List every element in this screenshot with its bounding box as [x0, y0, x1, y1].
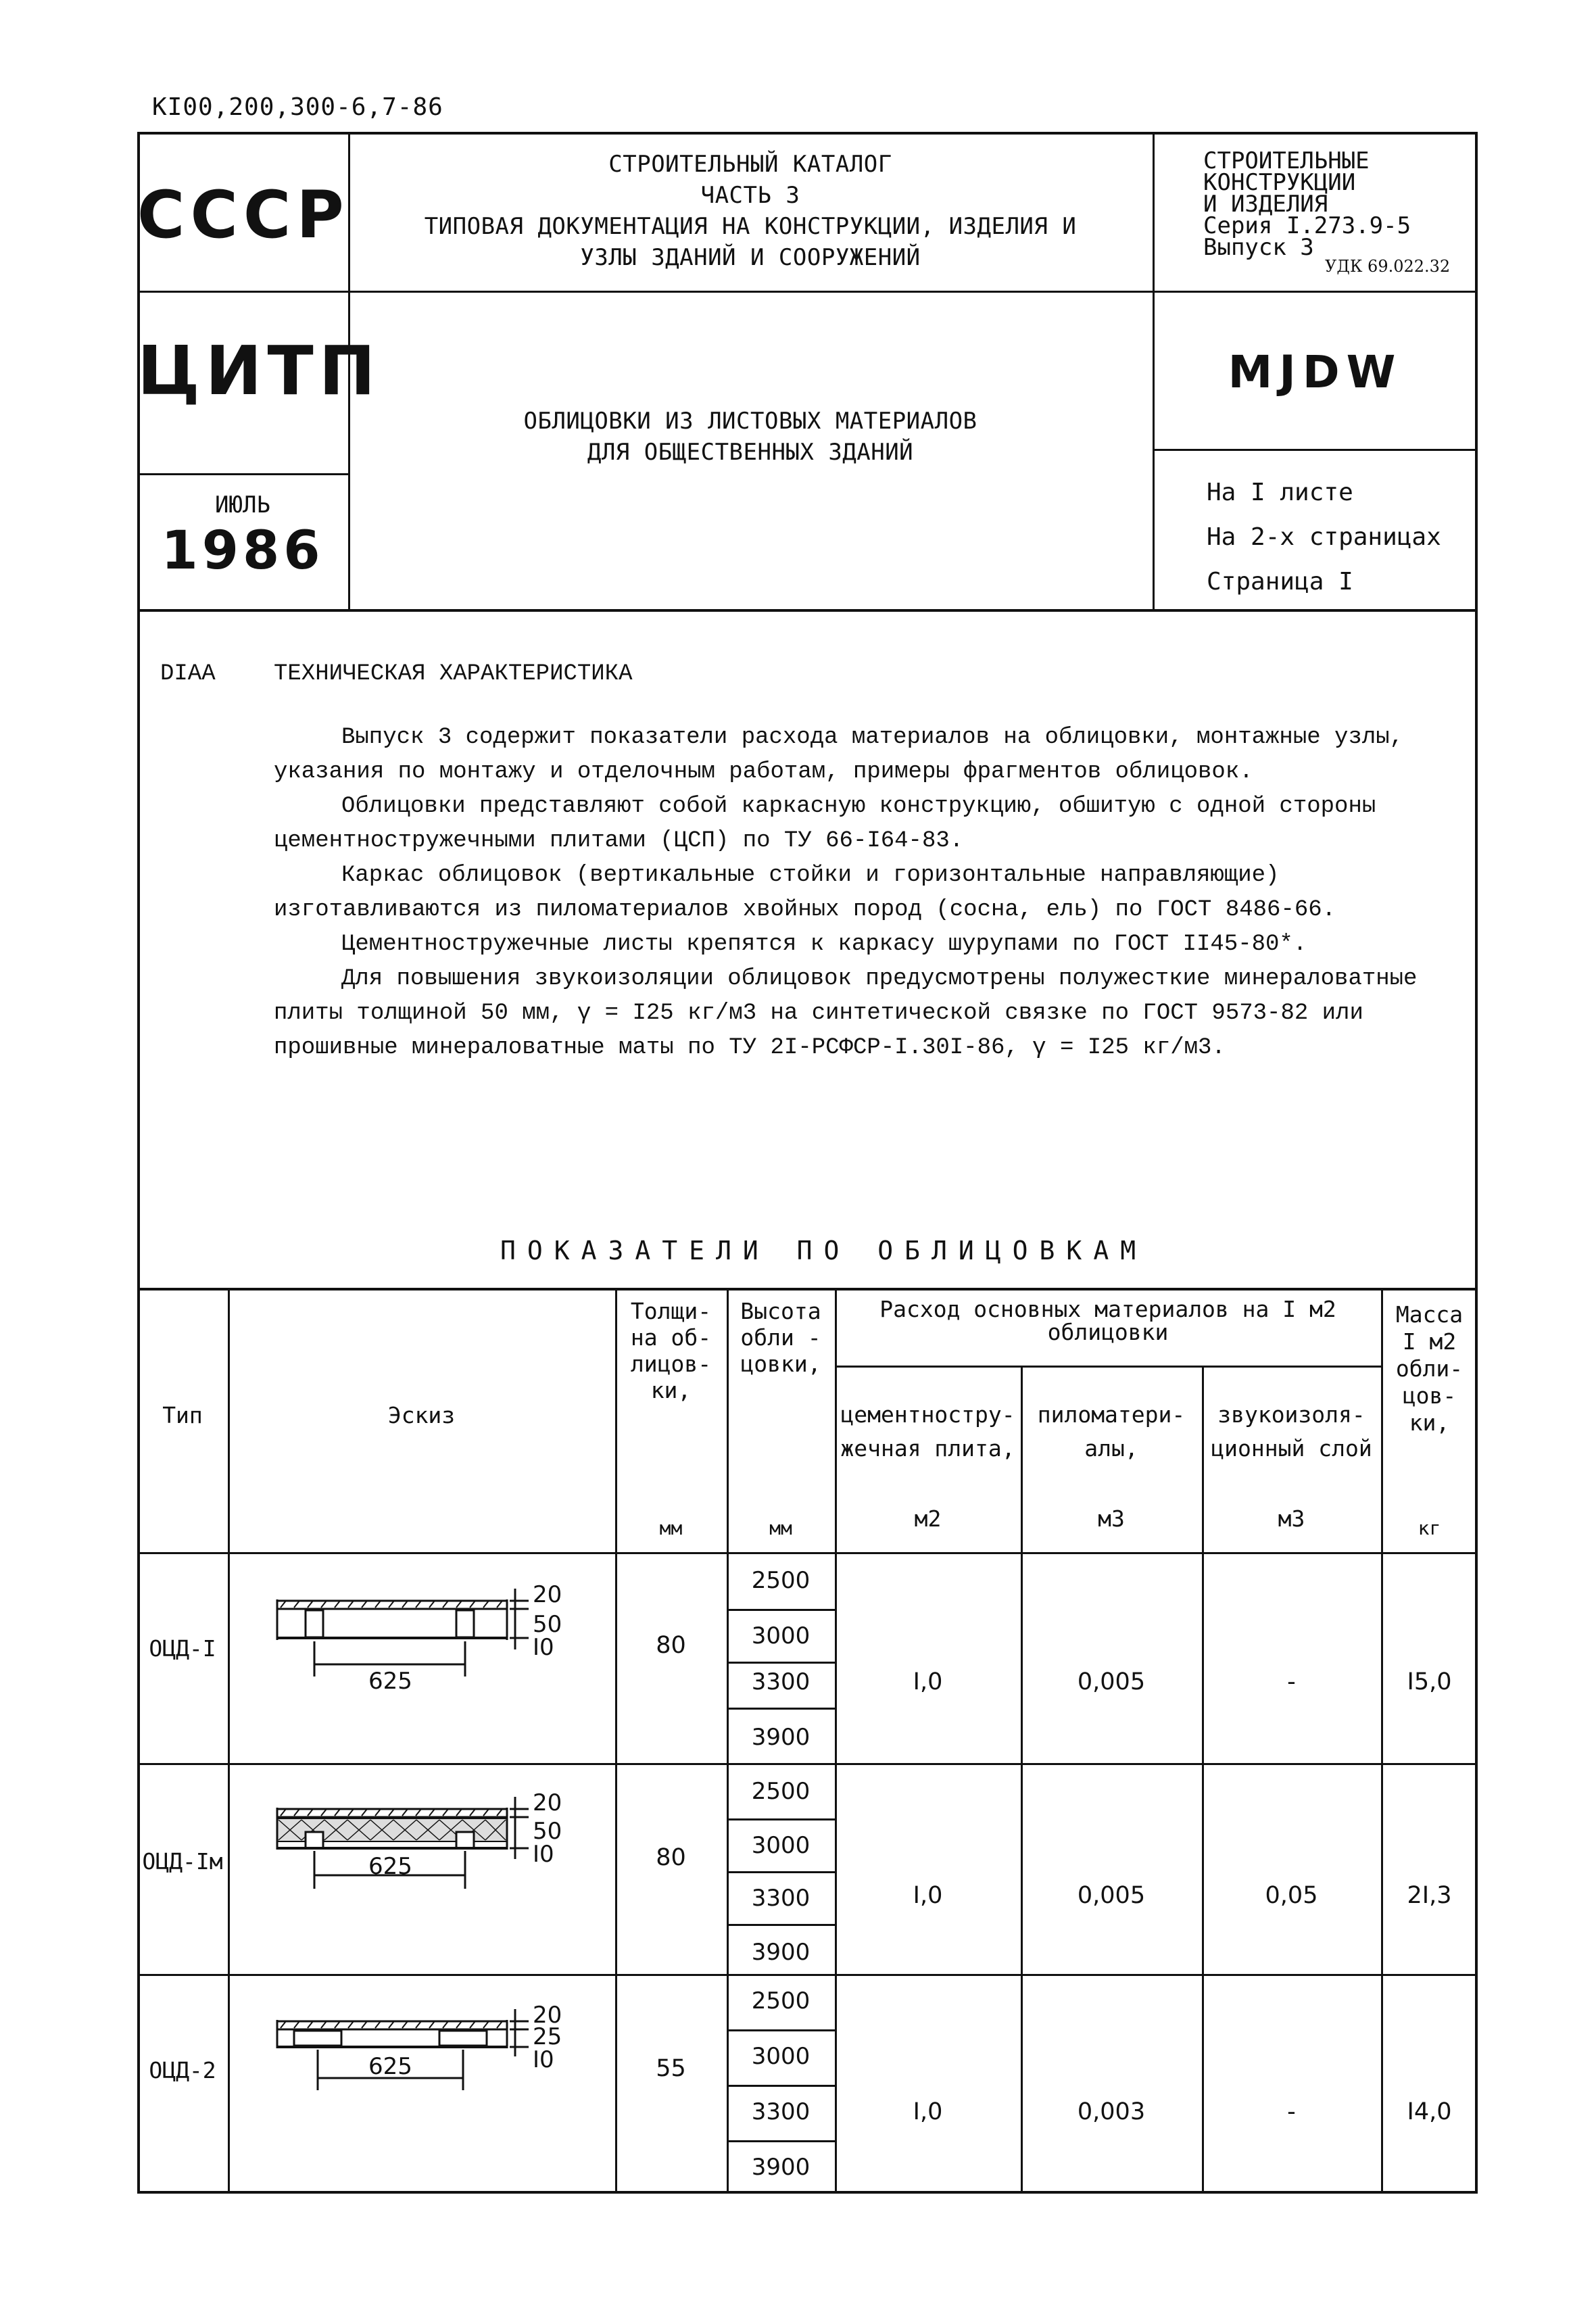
- sketch-dim: 25: [533, 2023, 562, 2050]
- header-line: звукоизоля-: [1217, 1401, 1365, 1428]
- header-insulation-unit: м3: [1278, 1505, 1305, 1532]
- series-line: КОНСТРУКЦИИ: [1203, 169, 1356, 196]
- header-line: обли -: [740, 1324, 821, 1351]
- row-thickness: 80: [656, 1844, 686, 1871]
- header-row-divider: [137, 291, 1478, 293]
- row-line: [137, 1974, 1478, 1976]
- header-line: I м2: [1402, 1328, 1457, 1355]
- col-line: [1021, 1366, 1023, 2194]
- row-insulation: -: [1287, 1668, 1296, 1695]
- code-divider: [1153, 449, 1478, 451]
- row-height: 3300: [751, 1668, 811, 1695]
- header-height: [727, 1298, 835, 1377]
- series-block: [1203, 147, 1474, 261]
- row-thickness: 55: [656, 2055, 686, 2082]
- row-mass: I4,0: [1407, 2098, 1452, 2125]
- paragraph: Каркас облицовок (вертикальные стойки и горизонтальные направляющие) изготавливаются из пиломатериалов хвойных пород (сосна, ель) по ГОСТ 8486-66.: [274, 863, 1336, 923]
- sheet-info-line: Страница I: [1207, 568, 1353, 596]
- height-line: [727, 1708, 835, 1710]
- row-csp: I,0: [913, 1668, 943, 1695]
- udk-code: УДК 69.022.32: [1325, 257, 1451, 276]
- table-title: ПОКАЗАТЕЛИ ПО ОБЛИЦОВКАМ: [500, 1236, 1148, 1265]
- header-line: ционный слой: [1211, 1435, 1372, 1462]
- height-line: [727, 1662, 835, 1664]
- page-border-left: [137, 612, 140, 1288]
- row-height: 3000: [751, 1832, 811, 1859]
- paragraph: Облицовки представляют собой каркасную конструкцию, обшитую с одной стороны цементностружечными плитами (ЦСП) по ТУ 66-I64-83.: [274, 794, 1376, 854]
- paragraph: Выпуск 3 содержит показатели расхода материалов на облицовки, монтажные узлы, указания по монтажу и отделочным работам, примеры фрагментов облицовок.: [274, 725, 1404, 785]
- header-csp-unit: м2: [914, 1505, 942, 1532]
- header-mass: [1381, 1301, 1478, 1437]
- row-mass: 2I,3: [1407, 1882, 1452, 1909]
- row-csp: I,0: [913, 2098, 943, 2125]
- row-lumber: 0,005: [1077, 1882, 1146, 1909]
- section-title: ТЕХНИЧЕСКАЯ ХАРАКТЕРИСТИКА: [274, 661, 633, 687]
- header-line: Толщи-: [630, 1298, 712, 1324]
- height-line: [727, 2029, 835, 2031]
- sketch-dim: I0: [533, 1634, 554, 1661]
- sketch-otsd-2: [264, 2002, 615, 2165]
- row-type: ОЦД-Iм: [142, 1848, 223, 1875]
- catalog-line: УЗЛЫ ЗДАНИЙ И СООРУЖЕНИЙ: [580, 244, 921, 271]
- sketch-dim: 50: [533, 1818, 562, 1845]
- height-line: [727, 2140, 835, 2142]
- series-line: Серия I.273.9-5: [1203, 212, 1411, 239]
- header-line: жечная плита,: [840, 1435, 1015, 1462]
- row-lumber: 0,003: [1077, 2098, 1146, 2125]
- title-line: ОБЛИЦОВКИ ИЗ ЛИСТОВЫХ МАТЕРИАЛОВ: [523, 408, 977, 435]
- header-line: лицов-: [630, 1351, 712, 1377]
- header-line: обли-: [1395, 1355, 1464, 1382]
- series-line: СТРОИТЕЛЬНЫЕ: [1203, 147, 1370, 174]
- header-line: на об-: [630, 1324, 712, 1351]
- paragraph: Цементностружечные листы крепятся к каркасу шурупами по ГОСТ II45-80*.: [341, 932, 1307, 957]
- row-height: 3300: [751, 1885, 811, 1912]
- row-height: 3300: [751, 2098, 811, 2125]
- row-height: 2500: [751, 1778, 811, 1805]
- catalog-line: СТРОИТЕЛЬНЫЙ КАТАЛОГ: [608, 151, 892, 178]
- row-line: [137, 1552, 1478, 1554]
- header-thickness-unit: мм: [659, 1517, 683, 1539]
- sketch-span: 625: [368, 1853, 412, 1880]
- sheet-info-line: На I листе: [1207, 479, 1353, 506]
- issue-year: 1986: [161, 521, 324, 581]
- org-citp: ЦИТП: [137, 331, 381, 410]
- height-line: [727, 2085, 835, 2087]
- sketch-dim: I0: [533, 1841, 554, 1868]
- header-mass-unit: кг: [1418, 1517, 1441, 1539]
- sheet-info-line: На 2-х страницах: [1207, 523, 1441, 551]
- header-line: Расход основных материалов на I м2: [879, 1296, 1336, 1322]
- row-height: 2500: [751, 1567, 811, 1594]
- header-line: ки,: [1409, 1409, 1450, 1436]
- classification-code: MJDW: [1228, 346, 1403, 398]
- sketch-otsd-1m: [264, 1790, 615, 1952]
- org-divider: [137, 473, 348, 475]
- row-lumber: 0,005: [1077, 1668, 1146, 1695]
- issue-month: ИЮЛЬ: [215, 491, 270, 518]
- header-lumber-unit: м3: [1098, 1505, 1125, 1532]
- row-insulation: 0,05: [1265, 1882, 1318, 1909]
- row-insulation: -: [1287, 2098, 1296, 2125]
- paragraph: Для повышения звукоизоляции облицовок предусмотрены полужесткие минераловатные плиты толщиной 50 мм, γ = I25 кг/м3 на синтетической связке по ГОСТ 9573-82 или прошивные минераловатные маты по ТУ 2I-РСФСР-I.30I-86, γ = I25 кг/м3.: [274, 966, 1418, 1061]
- header-sketch: Эскиз: [387, 1402, 456, 1428]
- page-border-right: [1475, 612, 1478, 1288]
- row-mass: I5,0: [1407, 1668, 1452, 1695]
- title-line: ДЛЯ ОБЩЕСТВЕННЫХ ЗДАНИЙ: [587, 439, 914, 466]
- document-code: KI00,200,300-6,7-86: [152, 93, 443, 121]
- series-line: И ИЗДЕЛИЯ: [1203, 191, 1328, 218]
- catalog-line: ЧАСТЬ 3: [700, 182, 800, 209]
- series-line: Выпуск 3: [1203, 234, 1314, 261]
- header-insulation: [1202, 1398, 1381, 1466]
- header-line: пиломатери-: [1037, 1401, 1186, 1428]
- header-line: цовки,: [740, 1351, 821, 1377]
- header-line: алы,: [1084, 1435, 1138, 1462]
- row-height: 2500: [751, 1987, 811, 2015]
- height-line: [727, 1924, 835, 1926]
- header-line: цов-: [1402, 1382, 1457, 1409]
- row-height: 3900: [751, 1939, 811, 1966]
- sketch-span: 625: [368, 1668, 412, 1695]
- row-height: 3900: [751, 2154, 811, 2181]
- section-code: DIAA: [160, 661, 216, 687]
- row-type: ОЦД-2: [149, 2057, 216, 2083]
- header-height-unit: мм: [769, 1517, 792, 1539]
- row-height: 3000: [751, 1622, 811, 1649]
- header-thickness: [615, 1298, 727, 1403]
- header-line: ки,: [650, 1377, 692, 1403]
- header-csp: [835, 1398, 1021, 1466]
- sketch-dim: 50: [533, 1611, 562, 1638]
- header-lumber: [1021, 1398, 1202, 1466]
- catalog-line: ТИПОВАЯ ДОКУМЕНТАЦИЯ НА КОНСТРУКЦИИ, ИЗДЕЛИЯ И: [424, 213, 1077, 240]
- header-consumption: [835, 1298, 1381, 1344]
- row-csp: I,0: [913, 1882, 943, 1909]
- sketch-dim: 20: [533, 2002, 562, 2029]
- col-line: [1202, 1366, 1204, 2194]
- row-line: [835, 1366, 1381, 1368]
- sketch-span: 625: [368, 2053, 412, 2080]
- sketch-dim: 20: [533, 1790, 562, 1816]
- sketch-otsd-1: [264, 1582, 615, 1744]
- height-line: [727, 1609, 835, 1611]
- height-line: [727, 1818, 835, 1820]
- sketch-dim: 20: [533, 1582, 562, 1608]
- header-line: Высота: [740, 1298, 821, 1324]
- header-line: Масса: [1395, 1301, 1464, 1328]
- sheet-info: [1207, 471, 1441, 604]
- height-line: [727, 1871, 835, 1873]
- document-title: [348, 406, 1153, 468]
- row-line: [137, 1763, 1478, 1765]
- org-ussr: СССР: [137, 177, 349, 253]
- row-type: ОЦД-I: [149, 1635, 216, 1662]
- row-thickness: 80: [656, 1632, 686, 1659]
- header-line: облицовки: [1047, 1319, 1169, 1345]
- sketch-drawing: [277, 1589, 529, 1676]
- catalog-title: [348, 149, 1153, 273]
- sketch-dim: I0: [533, 2046, 554, 2073]
- row-height: 3000: [751, 2043, 811, 2070]
- row-height: 3900: [751, 1724, 811, 1751]
- header-type: Тип: [162, 1402, 203, 1428]
- header-line: цементностру-: [840, 1401, 1015, 1428]
